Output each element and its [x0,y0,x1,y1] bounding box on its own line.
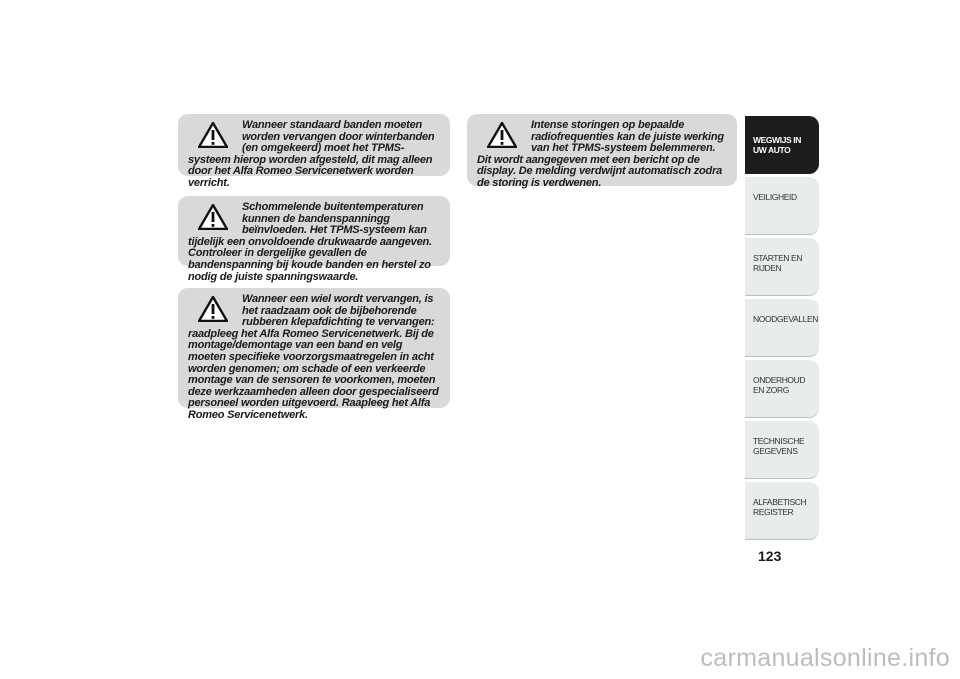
warning-text: Intense storingen op bepaalde radiofrequenties kan de juiste werking van het TPMS-systeem belemmeren. Dit wordt aangegeven met een bericht op de display. De melding verdwijnt automatisch zodra de storing is verdwenen. [477,119,724,189]
warning-triangle-icon [198,296,228,322]
warning-text: Wanneer een wiel wordt vervangen, is het raadzaam ook de bijbehorende rubberen klepafdichting te vervangen: raadpleeg het Alfa Romeo Servicenetwerk. Bij de montage/demontage van een band en velg moeten specifieke voorzorgsmaatregelen in acht worden genomen; om schade of een verkeerde montage van de sensoren te voorkomen, moeten deze werkzaamheden alleen door gespecialiseerd personeel worden uitgevoerd. Raapleeg het Alfa Romeo Servicenetwerk. [188,293,439,421]
page-number: 123 [758,548,782,564]
warning-box-temperature [178,196,450,283]
warning-triangle-icon [487,122,517,148]
tab-starten-en-rijden[interactable] [745,238,819,296]
tab-label: NOODGEVALLEN [753,314,818,324]
warning-box-winter-tyres [178,114,450,189]
watermark: carmanualsonline.info [700,644,950,672]
warning-text: Wanneer standaard banden moeten worden vervangen door winterbanden (en omgekeerd) moet het TPMS-systeem hierop worden afgesteld, dit mag alleen door het Alfa Romeo Servicenetwerk worden verricht. [188,119,435,189]
tab-label: ONDERHOUD EN ZORG [753,375,806,395]
tab-label: ALFABETISCH REGISTER [753,497,807,517]
chapter-tabs [745,116,819,543]
tab-technische-gegevens[interactable] [745,421,819,479]
tab-label: VEILIGHEID [753,192,797,202]
tab-onderhoud-en-zorg[interactable] [745,360,819,418]
warning-triangle-icon [198,204,228,230]
warning-box-radio-interference [467,114,737,189]
tab-label: TECHNISCHE GEGEVENS [753,436,805,456]
tab-label: WEGWIJS IN UW AUTO [753,135,801,155]
tab-wegwijs-in-uw-auto[interactable] [745,116,819,174]
warning-triangle-icon [198,122,228,148]
tab-alfabetisch-register[interactable] [745,482,819,540]
tab-noodgevallen[interactable] [745,299,819,357]
warning-box-wheel-replacement [178,288,450,421]
warning-text: Schommelende buitentemperaturen kunnen de bandenspanningg beïnvloeden. Het TPMS-systeem kan tijdelijk een onvoldoende drukwaarde aangeven. Controleer in dergelijke gevallen de bandenspanning bij koude banden en herstel zo nodig de juiste spanningswaarde. [188,201,432,283]
tab-label: STARTEN EN RIJDEN [753,253,803,273]
tab-veiligheid[interactable] [745,177,819,235]
